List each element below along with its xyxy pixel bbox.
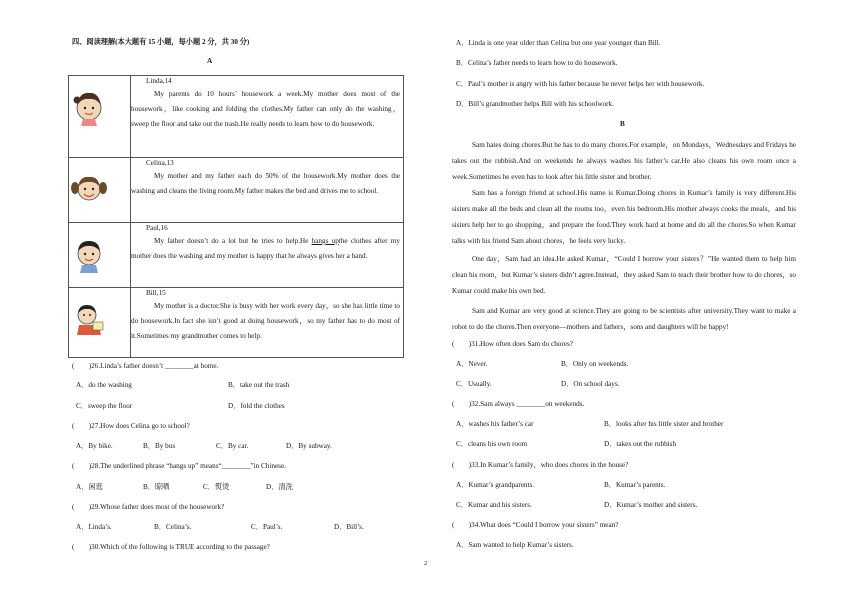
text-after: the clothes after my mother does the washing and my mother is happy that he always gives her a hand. (131, 237, 400, 260)
option: A．do the washing (76, 381, 132, 389)
option: B．take out the trash (228, 381, 290, 389)
option: D．On school days. (561, 380, 620, 388)
girl-avatar-icon (69, 86, 109, 126)
person-cell (131, 288, 404, 358)
passage-b-label: B (620, 120, 625, 128)
table-row (69, 223, 404, 288)
text-before: My father doesn’t do a lot but he tries to help.He (154, 237, 312, 245)
avatar-cell (69, 288, 131, 358)
passage-b-paragraph: One day，Sam had an idea.He asked Kumar，“Could I borrow your sisters？”He wanted them to help him clean his room，but Kumar’s sisters didn’t agree.Instead，they asked Sam to teach their brother how to do chores，so Kumar could make his own bed. (452, 255, 796, 295)
person-name: Linda,14 (146, 77, 172, 85)
question-stem: ( )30.Which of the following is TRUE according to the passage? (72, 543, 270, 551)
option: D．Kumar’s mother and sisters. (604, 501, 698, 509)
person-cell (131, 76, 404, 158)
underlined-phrase: hangs up (311, 237, 339, 245)
passage-b-paragraph: Sam and Kumar are very good at science.They are going to be scientists after university.They want to make a robot to do the chores.Then everyone—mothers and fathers，sons and daughters will be happy! (452, 307, 796, 331)
person-text: My parents do 10 hours’ housework a week.My mother does most of the housework，like cooking and folding the clothes.My father can only do the washing，sweep the floor and take out the trash.He really needs to learn how to do housework. (131, 90, 400, 128)
option: B．Celina’s father needs to learn how to do housework. (456, 59, 618, 67)
option: C．cleans his own room (456, 440, 528, 448)
option: A．Never. (456, 360, 488, 368)
option: C．Paul’s mother is angry with his father because he never helps her with housework. (456, 80, 705, 88)
option: A．Linda’s. (76, 523, 112, 531)
option: C．By car. (216, 442, 249, 450)
table-row (69, 76, 404, 158)
section-title: 四、阅读理解(本大题有 15 小题，每小题 2 分，共 30 分) (72, 38, 250, 46)
page-number: 2 (424, 560, 428, 567)
option: A．Kumar’s grandparents. (456, 481, 535, 489)
option: B．Kumar’s parents. (604, 481, 666, 489)
person-text (131, 234, 400, 264)
person-name: Bill,15 (146, 289, 166, 297)
person-name: Paul,16 (146, 224, 168, 232)
people-table (68, 75, 404, 358)
table-row (69, 288, 404, 358)
option: D．By subway. (286, 442, 332, 450)
avatar-cell (69, 158, 131, 223)
question-stem: ( )31.How often does Sam do chores? (452, 340, 573, 348)
option: A．闲逛 (76, 483, 103, 491)
person-text: My mother is a doctor.She is busy with her work every day，so she has little time to do housework.In fact she isn’t good at doing housework，so my father has to do most of it.Sometimes my grandmother comes to help. (131, 302, 400, 340)
question-stem: ( )27.How does Celina go to school? (72, 422, 190, 430)
person-cell (131, 223, 404, 288)
passage-a-label: A (207, 57, 213, 65)
option: B．Only on weekends. (561, 360, 629, 368)
table-row (69, 158, 404, 223)
question-stem: ( )34.What does “Could I borrow your sisters” mean? (452, 521, 619, 529)
question-stem: ( )26.Linda’s father doesn’t ________at home. (72, 362, 219, 370)
passage-b-paragraph: Sam hates doing chores.But he has to do many chores.For example，on Mondays，Wednesdays and Fridays he takes out the rubbish.And on weekends he always washes his father’s car.He also cleans his own room once a week.Sometimes he even has to look after his little sister and brother. (452, 141, 796, 181)
option: C．Usually. (456, 380, 492, 388)
question-stem: ( )32.Sam always ________on weekends. (452, 400, 585, 408)
person-name: Celina,13 (146, 159, 174, 167)
option: D．takes out the rubbish (604, 440, 677, 448)
question-stem: ( )28.The underlined phrase “hangs up” means“________”in Chinese. (72, 462, 286, 470)
option: C．Kumar and his sisters. (456, 501, 532, 509)
option: D．Bill’s grandmother helps Bill with his schoolwork. (456, 100, 614, 108)
option: D．Bill’s. (334, 523, 364, 531)
avatar-cell (69, 223, 131, 288)
option: D．清洗 (266, 483, 293, 491)
option: A．Sam wanted to help Kumar’s sisters. (456, 541, 574, 549)
option: B．looks after his little sister and brother (604, 420, 724, 428)
option: C．熨烫 (203, 483, 230, 491)
option: A．Linda is one year older than Celina but one year younger than Bill. (456, 39, 661, 47)
boy-reading-avatar-icon (69, 298, 109, 338)
avatar-cell (69, 76, 131, 158)
boy-avatar-icon (69, 233, 109, 273)
passage-b-paragraph: Sam has a foreign friend at school.His name is Kumar.Doing chores in Kumar’s family is very different.His sisters make all the beds and clean all the rooms too，even his bedroom.His mother always cooks the meals，and his sisters help her to go shopping，and prepare the food.They work hard at home and do all the chores.So when Kumar talks with his friend Sam about chores，he feels very lucky. (452, 189, 796, 245)
option: B．晾晒 (143, 483, 170, 491)
option: C．Paul’s. (251, 523, 283, 531)
person-text: My mother and my father each do 50% of the housework.My mother does the washing and cleans the living room.My father makes the bed and drives me to school. (131, 172, 400, 195)
question-stem: ( )33.In Kumar’s family，who does chores in the house? (452, 461, 629, 469)
option: C．sweep the floor (76, 402, 133, 410)
girl-pigtails-avatar-icon (69, 168, 109, 208)
question-stem: ( )29.Whose father does most of the housework? (72, 503, 225, 511)
option: A．washes his father’s car (456, 420, 534, 428)
option: A．By bike. (76, 442, 113, 450)
option: B．Celina’s. (154, 523, 192, 531)
person-cell (131, 158, 404, 223)
option: D．fold the clothes (228, 402, 285, 410)
option: B．By bus (143, 442, 176, 450)
